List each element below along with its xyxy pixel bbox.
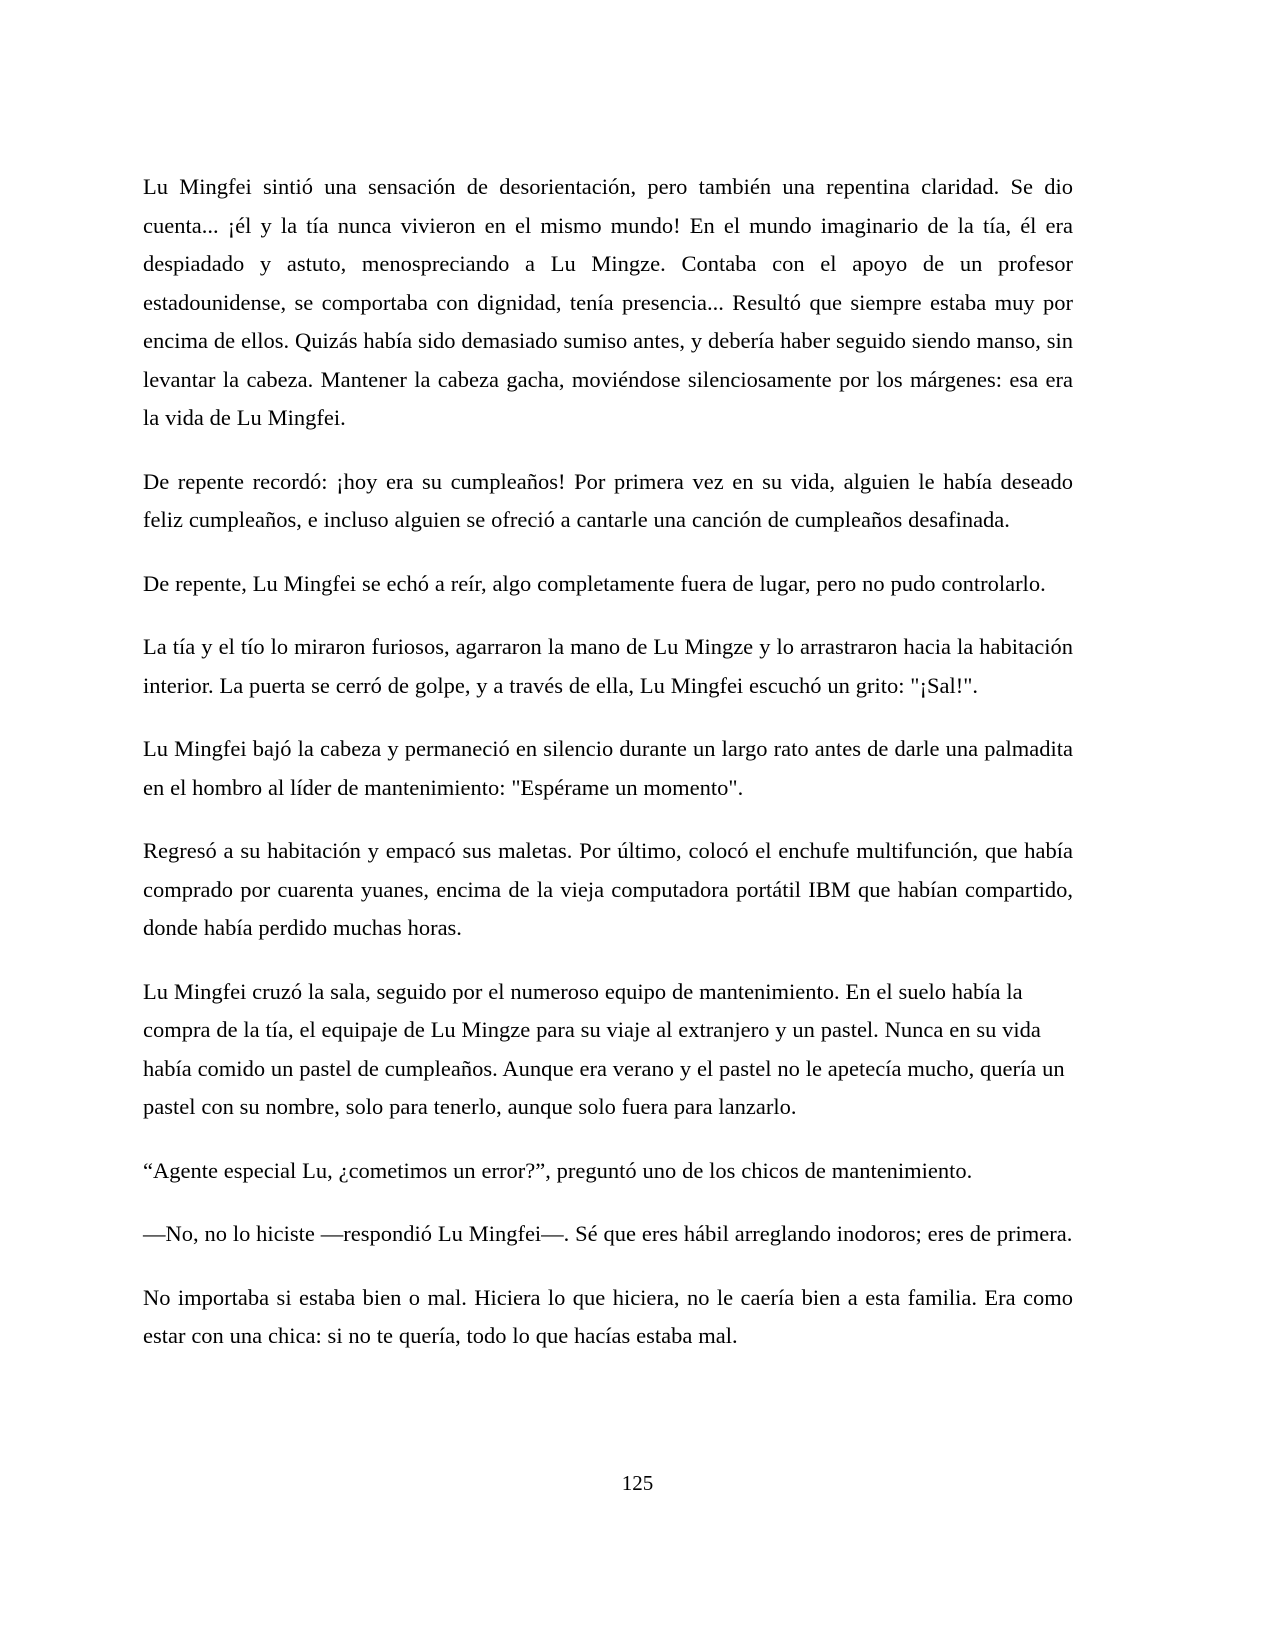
page-number: 125 <box>621 1471 654 1495</box>
paragraph-1: Lu Mingfei sintió una sensación de desorientación, pero también una repentina claridad. Se dio cuenta... ¡él y la tía nunca vivieron en el mismo mundo! En el mundo imaginario de la tía, él era despiadado y astuto, menospreciando a Lu Mingze. Contaba con el apoyo de un profesor estadounidense, se comportaba con dignidad, tenía presencia... Resultó que siempre estaba muy por encima de ellos. Quizás había sido demasiado sumiso antes, y debería haber seguido siendo manso, sin levantar la cabeza. Mantener la cabeza gacha, moviéndose silenciosamente por los márgenes: esa era la vida de Lu Mingfei. <box>143 174 1073 430</box>
page-body-text <box>143 168 1073 1356</box>
paragraph-7: Lu Mingfei cruzó la sala, seguido por el numeroso equipo de mantenimiento. En el suelo había la compra de la tía, el equipaje de Lu Mingze para su viaje al extranjero y un pastel. Nunca en su vida había comido un pastel de cumpleaños. Aunque era verano y el pastel no le apetecía mucho, quería un pastel con su nombre, solo para tenerlo, aunque solo fuera para lanzarlo. <box>143 978 1065 1119</box>
paragraph-6: Regresó a su habitación y empacó sus maletas. Por último, colocó el enchufe multifunción, que había comprado por cuarenta yuanes, encima de la vieja computadora portátil IBM que habían compartido, donde había perdido muchas horas. <box>143 838 1073 940</box>
paragraph-8: “Agente especial Lu, ¿cometimos un error?”, preguntó uno de los chicos de mantenimiento. <box>143 1157 973 1183</box>
paragraph-5: Lu Mingfei bajó la cabeza y permaneció en silencio durante un largo rato antes de darle una palmadita en el hombro al líder de mantenimiento: "Espérame un momento". <box>143 736 1073 800</box>
paragraph-10: No importaba si estaba bien o mal. Hiciera lo que hiciera, no le caería bien a esta familia. Era como estar con una chica: si no te quería, todo lo que hacías estaba mal. <box>143 1284 1073 1348</box>
paragraph-4: La tía y el tío lo miraron furiosos, agarraron la mano de Lu Mingze y lo arrastraron hacia la habitación interior. La puerta se cerró de golpe, y a través de ella, Lu Mingfei escuchó un grito: "¡Sal!". <box>143 634 1073 698</box>
paragraph-3: De repente, Lu Mingfei se echó a reír, algo completamente fuera de lugar, pero no pudo controlarlo. <box>143 570 1046 596</box>
paragraph-2: De repente recordó: ¡hoy era su cumpleaños! Por primera vez en su vida, alguien le había deseado feliz cumpleaños, e incluso alguien se ofreció a cantarle una canción de cumpleaños desafinada. <box>143 468 1073 532</box>
paragraph-9: —No, no lo hiciste —respondió Lu Mingfei—. Sé que eres hábil arreglando inodoros; eres de primera. <box>143 1221 1073 1246</box>
